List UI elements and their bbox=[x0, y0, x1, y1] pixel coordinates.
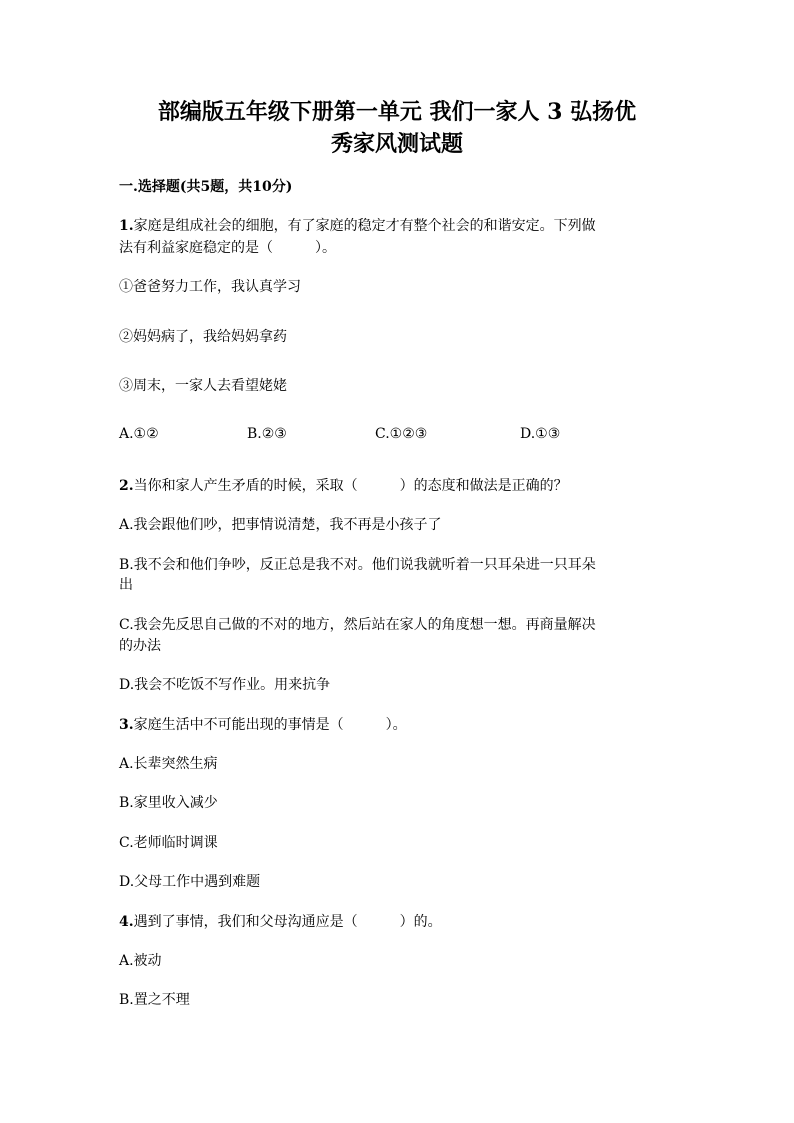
question-3-option-d: D.父母工作中遇到难题 bbox=[119, 874, 261, 890]
question-1-line-1 bbox=[119, 216, 596, 236]
question-1-text-line-2: 法有利益家庭稳定的是（ ）。 bbox=[119, 240, 336, 256]
question-1-statement-2: ②妈妈病了，我给妈妈拿药 bbox=[119, 329, 287, 345]
question-1-text: 家庭是组成社会的细胞，有了家庭的稳定才有整个社会的和谐安定。下列做 bbox=[133, 218, 596, 234]
question-1-option-a: A.①② bbox=[119, 426, 159, 442]
page-title-line-2: 秀家风测试题 bbox=[330, 131, 463, 157]
question-2-option-b-line-1: B.我不会和他们争吵，反正总是我不对。他们说我就听着一只耳朵进一只耳朵 bbox=[119, 557, 596, 573]
question-1-statement-3: ③周末，一家人去看望姥姥 bbox=[119, 378, 287, 394]
question-2-text: 当你和家人产生矛盾的时候，采取（ ）的态度和做法是正确的？ bbox=[133, 478, 568, 494]
question-3-number: 3. bbox=[119, 717, 134, 733]
question-4-text: 遇到了事情，我们和父母沟通应是（ ）的。 bbox=[133, 914, 442, 930]
question-2-option-c-line-1: C.我会先反思自己做的不对的地方，然后站在家人的角度想一想。再商量解决 bbox=[119, 617, 596, 633]
question-4-number: 4. bbox=[119, 914, 134, 930]
question-2-option-c-line-2: 的办法 bbox=[119, 638, 161, 654]
question-1-number: 1. bbox=[119, 218, 134, 234]
question-2-option-b-line-2: 出 bbox=[119, 577, 133, 593]
section-heading: 一.选择题(共5题，共10分) bbox=[119, 179, 293, 195]
question-2-option-d: D.我会不吃饭不写作业。用来抗争 bbox=[119, 677, 331, 693]
question-4-option-b: B.置之不理 bbox=[119, 992, 190, 1008]
question-1-statement-1: ①爸爸努力工作，我认真学习 bbox=[119, 279, 301, 295]
question-3-text: 家庭生活中不可能出现的事情是（ ）。 bbox=[133, 717, 407, 733]
question-2-number: 2. bbox=[119, 478, 134, 494]
question-1-option-c: C.①②③ bbox=[375, 426, 428, 442]
question-2-line bbox=[119, 476, 568, 496]
question-1-option-d: D.①③ bbox=[520, 426, 561, 442]
question-3-option-c: C.老师临时调课 bbox=[119, 835, 218, 851]
page-title-line-1: 部编版五年级下册第一单元 我们一家人 3 弘扬优 bbox=[157, 99, 637, 125]
question-3-option-a: A.长辈突然生病 bbox=[119, 756, 218, 772]
question-1-option-b: B.②③ bbox=[247, 426, 287, 442]
question-4-option-a: A.被动 bbox=[119, 953, 162, 969]
question-3-line bbox=[119, 715, 407, 735]
question-4-line bbox=[119, 912, 442, 932]
question-3-option-b: B.家里收入减少 bbox=[119, 795, 218, 811]
question-2-option-a: A.我会跟他们吵，把事情说清楚，我不再是小孩子了 bbox=[119, 517, 442, 533]
